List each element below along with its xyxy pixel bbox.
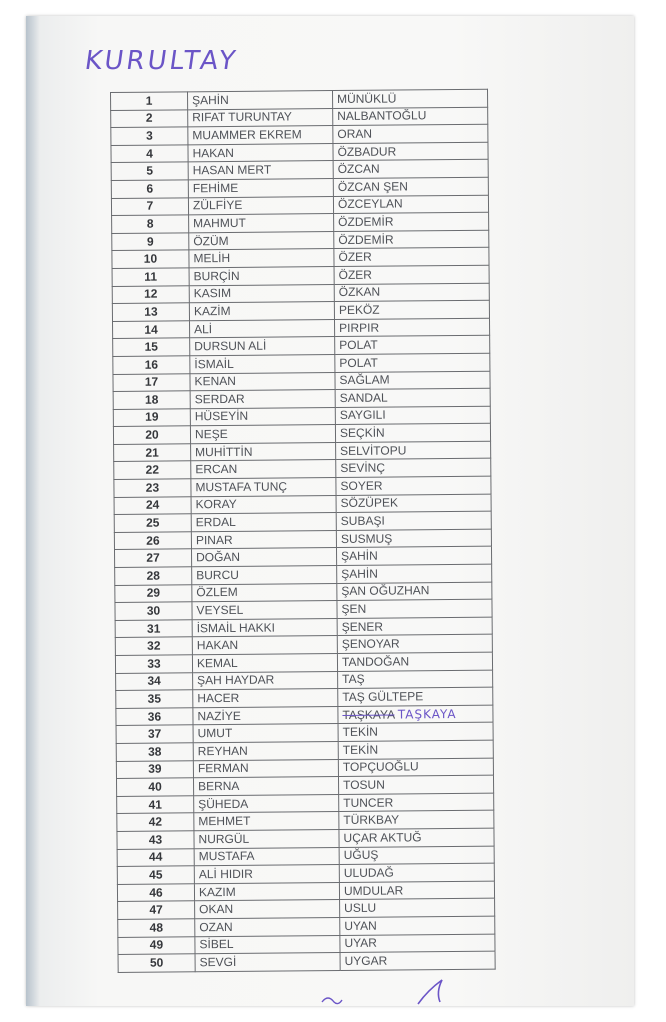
last-name-cell: ŞAN OĞUZHAN [337, 582, 492, 601]
first-name-cell: ZÜLFİYE [188, 196, 333, 215]
paper-sheet [26, 16, 634, 1006]
struck-last-name: TAŞKAYA [342, 707, 395, 722]
first-name-cell: NURGÜL [194, 829, 339, 848]
last-name-cell: NALBANTOĞLU [333, 107, 488, 126]
last-name-cell: PEKÖZ [334, 300, 489, 319]
first-name-cell: SİBEL [195, 935, 340, 954]
first-name-cell: ERCAN [191, 460, 336, 479]
last-name-cell: SÖZÜPEK [336, 494, 491, 513]
row-number: 29 [115, 584, 192, 602]
last-name-cell: SUSMUŞ [336, 529, 491, 548]
first-name-cell: SERDAR [190, 390, 335, 409]
row-number: 27 [114, 549, 191, 567]
first-name-cell: MUHİTTİN [191, 442, 336, 461]
last-name-cell: UYAR [340, 934, 495, 953]
last-name-cell: ŞENER [337, 617, 492, 636]
last-name-cell: ÖZCAN ŞEN [333, 177, 488, 196]
row-number: 7 [111, 197, 188, 215]
last-name-cell: TEKİN [338, 723, 493, 742]
row-number: 23 [114, 479, 191, 497]
row-number: 36 [116, 708, 193, 726]
row-number: 38 [116, 743, 193, 761]
row-number: 39 [116, 760, 193, 778]
row-number: 44 [117, 848, 194, 866]
last-name-cell: ÖZDEMİR [334, 230, 489, 249]
first-name-cell: ŞAH HAYDAR [193, 671, 338, 690]
handwritten-correction: TAŞKAYA [397, 706, 457, 722]
last-name-cell: TAŞ [338, 670, 493, 689]
first-name-cell: HACER [193, 689, 338, 708]
first-name-cell: FEHİME [188, 179, 333, 198]
paper-edge-shadow [26, 16, 40, 1006]
first-name-cell: BERNA [193, 777, 338, 796]
first-name-cell: BURÇİN [189, 266, 334, 285]
signature-scribble [316, 976, 476, 1006]
last-name-cell: MÜNÜKLÜ [332, 89, 487, 108]
row-number: 28 [115, 567, 192, 585]
row-number: 18 [113, 391, 190, 409]
row-number: 12 [112, 285, 189, 303]
first-name-cell: MUSTAFA [194, 847, 339, 866]
last-name-cell: UMDULAR [339, 881, 494, 900]
row-number: 41 [117, 796, 194, 814]
first-name-cell: KEMAL [192, 654, 337, 673]
last-name-cell: ÖZCEYLAN [333, 195, 488, 214]
last-name-cell: SAYGILI [335, 406, 490, 425]
first-name-cell: KAZİM [189, 302, 334, 321]
first-name-cell: REYHAN [193, 742, 338, 761]
first-name-cell: KAZIM [194, 882, 339, 901]
row-number: 49 [118, 936, 195, 954]
row-number: 46 [117, 884, 194, 902]
row-number: 31 [115, 620, 192, 638]
row-number: 32 [115, 637, 192, 655]
first-name-cell: ALİ HIDIR [194, 865, 339, 884]
first-name-cell: FERMAN [193, 759, 338, 778]
first-name-cell: BURCU [192, 566, 337, 585]
row-number: 24 [114, 496, 191, 514]
last-name-cell: TUNCER [339, 793, 494, 812]
last-name-cell: SEVİNÇ [336, 459, 491, 478]
last-name-cell: ÖZER [334, 248, 489, 267]
last-name-cell: ÖZBADUR [333, 142, 488, 161]
first-name-cell: MELİH [189, 249, 334, 268]
row-number: 6 [111, 180, 188, 198]
row-number: 11 [112, 268, 189, 286]
row-number: 35 [116, 690, 193, 708]
last-name-cell: UĞUŞ [339, 846, 494, 865]
last-name-cell: USLU [340, 898, 495, 917]
last-name-cell: SELVİTOPU [336, 441, 491, 460]
member-table-body [111, 89, 496, 972]
row-number: 33 [115, 655, 192, 673]
last-name-cell: ŞENOYAR [337, 635, 492, 654]
row-number: 47 [118, 901, 195, 919]
last-name-cell: ŞAHİN [336, 547, 491, 566]
row-number: 4 [111, 145, 188, 163]
last-name-cell: SEÇKİN [335, 423, 490, 442]
row-number: 1 [111, 92, 188, 110]
first-name-cell: HÜSEYİN [190, 407, 335, 426]
last-name-cell: ULUDAĞ [339, 863, 494, 882]
first-name-cell: ERDAL [191, 513, 336, 532]
member-table [110, 89, 496, 973]
row-number: 14 [113, 321, 190, 339]
first-name-cell: ÖZÜM [189, 231, 334, 250]
first-name-cell: İSMAİL HAKKI [192, 618, 337, 637]
first-name-cell: İSMAİL [190, 354, 335, 373]
last-name-cell: TOPÇUOĞLU [338, 758, 493, 777]
row-number: 50 [118, 954, 195, 972]
row-number: 30 [115, 602, 192, 620]
last-name-cell: ÖZDEMİR [334, 212, 489, 231]
first-name-cell: NEŞE [190, 425, 335, 444]
first-name-cell: MAHMUT [189, 214, 334, 233]
row-number: 8 [112, 215, 189, 233]
last-name-cell: TOSUN [338, 775, 493, 794]
row-number: 34 [116, 672, 193, 690]
row-number: 13 [112, 303, 189, 321]
last-name-cell: SUBAŞI [336, 511, 491, 530]
last-name-cell: UYAN [340, 916, 495, 935]
first-name-cell: HAKAN [192, 636, 337, 655]
last-name-cell: TÜRKBAY [339, 811, 494, 830]
last-name-cell: UYGAR [340, 951, 495, 970]
first-name-cell: KORAY [191, 495, 336, 514]
first-name-cell: RIFAT TURUNTAY [188, 108, 333, 127]
first-name-cell: ALİ [189, 319, 334, 338]
last-name-cell: UÇAR AKTUĞ [339, 828, 494, 847]
row-number: 42 [117, 813, 194, 831]
first-name-cell: ÖZLEM [192, 583, 337, 602]
last-name-cell: SOYER [336, 476, 491, 495]
row-number: 43 [117, 831, 194, 849]
first-name-cell: HASAN MERT [188, 161, 333, 180]
first-name-cell: DOĞAN [191, 548, 336, 567]
row-number: 17 [113, 373, 190, 391]
last-name-cell: TEKİN [338, 740, 493, 759]
row-number: 9 [112, 233, 189, 251]
row-number: 22 [114, 461, 191, 479]
first-name-cell: UMUT [193, 724, 338, 743]
row-number: 15 [113, 338, 190, 356]
row-number: 16 [113, 356, 190, 374]
row-number: 45 [117, 866, 194, 884]
first-name-cell: VEYSEL [192, 601, 337, 620]
row-number: 3 [111, 127, 188, 145]
first-name-cell: KASIM [189, 284, 334, 303]
first-name-cell: OZAN [195, 917, 340, 936]
row-number: 40 [116, 778, 193, 796]
first-name-cell: PINAR [191, 530, 336, 549]
last-name-cell: POLAT [335, 353, 490, 372]
last-name-cell: TAŞ GÜLTEPE [338, 687, 493, 706]
row-number: 26 [114, 532, 191, 550]
row-number: 2 [111, 109, 188, 127]
row-number: 25 [114, 514, 191, 532]
handwritten-heading: KURULTAY [82, 46, 241, 76]
last-name-cell: SANDAL [335, 388, 490, 407]
first-name-cell: OKAN [195, 900, 340, 919]
table-row [118, 951, 495, 972]
row-number: 19 [113, 408, 190, 426]
row-number: 10 [112, 250, 189, 268]
last-name-cell [338, 705, 493, 724]
last-name-cell: ÖZKAN [334, 283, 489, 302]
last-name-cell: SAĞLAM [335, 371, 490, 390]
last-name-cell: POLAT [335, 336, 490, 355]
first-name-cell: HAKAN [188, 143, 333, 162]
first-name-cell: NAZİYE [193, 706, 338, 725]
row-number: 20 [113, 426, 190, 444]
row-number: 48 [118, 919, 195, 937]
last-name-cell: ŞAHİN [337, 564, 492, 583]
first-name-cell: ŞÜHEDA [194, 794, 339, 813]
first-name-cell: MUSTAFA TUNÇ [191, 478, 336, 497]
row-number: 5 [111, 162, 188, 180]
first-name-cell: DURSUN ALİ [190, 337, 335, 356]
last-name-cell: ŞEN [337, 599, 492, 618]
row-number: 21 [114, 444, 191, 462]
row-number: 37 [116, 725, 193, 743]
last-name-cell: ÖZER [334, 265, 489, 284]
first-name-cell: SEVGİ [195, 953, 340, 972]
first-name-cell: MUAMMER EKREM [188, 126, 333, 145]
first-name-cell: KENAN [190, 372, 335, 391]
last-name-cell: TANDOĞAN [337, 652, 492, 671]
last-name-cell: ORAN [333, 124, 488, 143]
first-name-cell: MEHMET [194, 812, 339, 831]
last-name-cell: PIRPIR [334, 318, 489, 337]
last-name-cell: ÖZCAN [333, 160, 488, 179]
first-name-cell: ŞAHİN [188, 91, 333, 110]
